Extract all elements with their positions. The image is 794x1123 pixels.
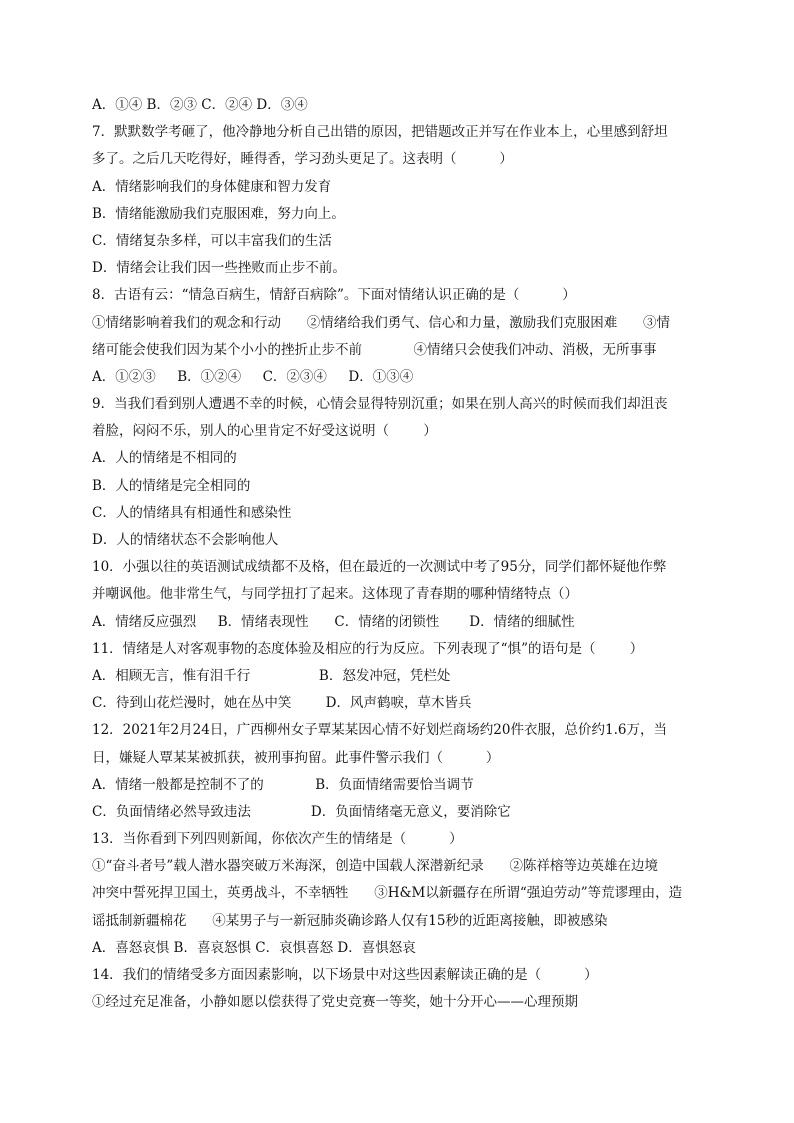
question-10-options: A．情绪反应强烈 B．情绪表现性 C．情绪的闭锁性 D．情绪的细腻性 — [92, 613, 575, 630]
question-9-stem: 9．当我们看到别人遭遇不幸的时候，心情会显得特别沉重；如果在别人高兴的时候而我们却沮丧 — [92, 396, 668, 413]
question-11-options-cd: C．待到山花烂漫时，她在丛中笑 D．风声鹤唳，草木皆兵 — [92, 695, 472, 712]
question-13-news-2: 冲突中誓死捍卫国土，英勇战斗，不幸牺牲 ③H&M以新疆存在所谓“强迫劳动”等荒谬理由，造 — [92, 885, 683, 902]
question-9-option-c: C．人的情绪具有相通性和感染性 — [92, 504, 292, 521]
question-12-options-ab: A．情绪一般都是控制不了的 B．负面情绪需要恰当调节 — [92, 776, 474, 793]
question-13-news-3: 谣抵制新疆棉花 ④某男子与一新冠肺炎确诊路人仅有15秒的近距离接触，即被感染 — [92, 912, 608, 929]
question-9-stem-cont: 着脸，闷闷不乐，别人的心里肯定不好受这说明（ ） — [92, 423, 437, 440]
question-8-statements-cont: 绪可能会使我们因为某个小小的挫折止步不前 ④情绪只会使我们冲动、消极，无所事事 — [92, 341, 657, 358]
question-8-statements: ①情绪影响着我们的观念和行动 ②情绪给我们勇气、信心和力量，激励我们克服困难 ③情 — [92, 314, 670, 331]
question-12-stem: 12．2021年2月24日，广西柳州女子覃某某因心情不好划烂商场约20件衣服，总价约1.6万，当 — [92, 722, 667, 739]
question-14-statement-1: ①经过充足准备，小静如愿以偿获得了党史竞赛一等奖，她十分开心——心理预期 — [92, 994, 578, 1011]
question-11-stem: 11．情绪是人对客观事物的态度体验及相应的行为反应。下列表现了“惧”的语句是（ ） — [92, 640, 644, 657]
question-13-options: A．喜怒哀惧 B．喜哀怒惧 C．哀惧喜怒 D．喜惧怒哀 — [92, 939, 416, 956]
question-7-option-b: B．情绪能激励我们克服困难，努力向上。 — [92, 205, 345, 222]
question-10-stem-cont: 并嘲讽他。他非常生气，与同学扭打了起来。这体现了青春期的哪种情绪特点（） — [92, 586, 578, 603]
options-q6: A．①④ B．②③ C．②④ D．③④ — [92, 97, 308, 113]
question-7-option-d: D．情绪会让我们因一些挫败而止步不前。 — [92, 260, 346, 277]
question-11-options-ab: A．相顾无言，惟有泪千行 B．怒发冲冠，凭栏处 — [92, 667, 451, 684]
question-7-option-c: C．情绪复杂多样，可以丰富我们的生活 — [92, 232, 332, 249]
question-12-options-cd: C．负面情绪必然导致违法 D．负面情绪毫无意义，要消除它 — [92, 803, 511, 820]
question-9-option-a: A．人的情绪是不相同的 — [92, 450, 237, 467]
question-7-option-a: A．情绪影响我们的身体健康和智力发育 — [92, 178, 332, 195]
question-10-stem: 10．小强以往的英语测试成绩都不及格，但在最近的一次测试中考了95分，同学们都怀疑他作弊 — [92, 559, 667, 576]
question-9-option-b: B．人的情绪是完全相同的 — [92, 477, 251, 494]
question-14-stem: 14．我们的情绪受多方面因素影响，以下场景中对这些因素解读正确的是（ ） — [92, 967, 598, 983]
exam-page — [92, 92, 704, 1016]
question-12-stem-cont: 日，嫌疑人覃某某被抓获，被刑事拘留。此事件警示我们（ ） — [92, 749, 500, 766]
question-7-stem: 7．默默数学考砸了，他冷静地分析自己出错的原因，把错题改正并写在作业本上，心里感到舒坦 — [92, 124, 668, 141]
question-8-stem: 8．古语有云：“情急百病生，情舒百病除”。下面对情绪认识正确的是（ ） — [92, 287, 576, 304]
question-7-stem-cont: 多了。之后几天吃得好，睡得香，学习劲头更足了。这表明（ ） — [92, 151, 513, 168]
question-8-options: A．①②③ B．①②④ C．②③④ D．①③④ — [92, 368, 414, 385]
question-13-news-1: ①“奋斗者号”载人潜水器突破万米海深，创造中国载人深潜新纪录 ②陈祥榕等边英雄在边境 — [92, 858, 659, 875]
question-13-stem: 13．当你看到下列四则新闻，你依次产生的情绪是（ ） — [92, 831, 463, 848]
question-9-option-d: D．人的情绪状态不会影响他人 — [92, 532, 279, 548]
